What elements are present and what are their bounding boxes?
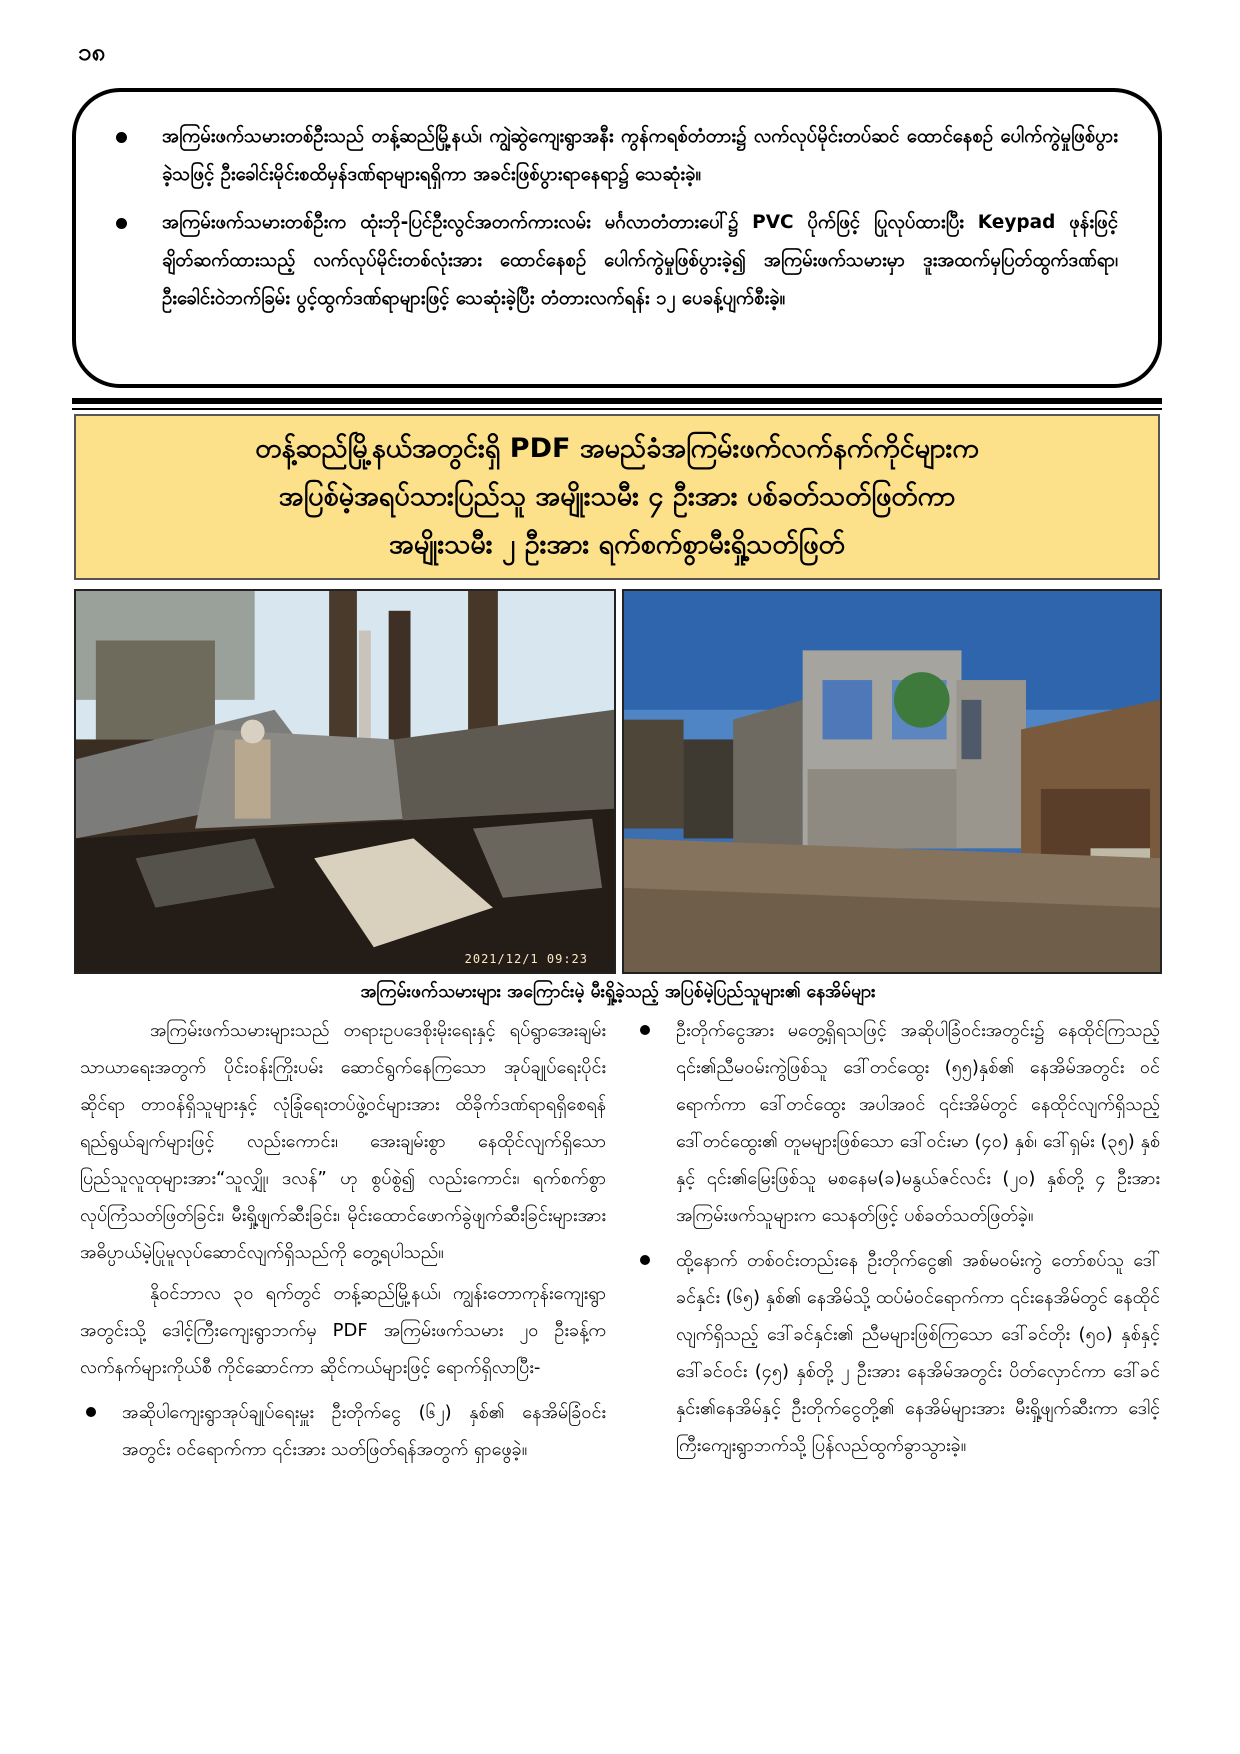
paragraph-1: အကြမ်းဖက်သမားများသည် တရားဥပဒေစိုးမိုးရေးနှင့် ရပ်ရွာအေးချမ်းသာယာရေးအတွက် ပိုင်းဝန်းကြိုးပမ်း ဆောင်ရွက်နေကြသော အုပ်ချုပ်ရေးပိုင်းဆိုင်ရာ တာဝန်ရှိသူများနှင့် လုံခြုံရေးတပ်ဖွဲ့ဝင်များအား ထိခိုက်ဒဏ်ရာရရှိစေရန် ရည်ရွယ်ချက်များဖြင့် လည်းကောင်း၊ အေးချမ်းစွာ နေထိုင်လျက်ရှိသော ပြည်သူလူထုများအား“သူလျှို၊ ဒလန်” ဟု စွပ်စွဲ၍ လည်းကောင်း၊ ရက်စက်စွာလုပ်ကြံသတ်ဖြတ်ခြင်း၊ မီးရှို့ဖျက်ဆီးခြင်း၊ မိုင်းထောင်ဖောက်ခွဲဖျက်ဆီးခြင်းများအား အဓိပ္ပာယ်မဲ့ပြုမူလုပ်ဆောင်လျက်ရှိသည်ကို တွေ့ရပါသည်။ bbox=[80, 1020, 606, 1263]
headline-line-2: အပြစ်မဲ့အရပ်သားပြည်သူ အမျိုးသမီး ၄ ဦးအား ပစ်ခတ်သတ်ဖြတ်ကာ bbox=[278, 481, 956, 512]
summary-bullet-2 bbox=[106, 204, 1118, 318]
paragraph-2: နိုဝင်ဘာလ ၃၀ ရက်တွင် တန့်ဆည်မြို့နယ်၊ ကျွန်းတောကုန်းကျေးရွာအတွင်းသို့ ဒေါင့်ကြီးကျေးရွာဘက်မှ PDF အကြမ်းဖက်သမား ၂၀ ဦးခန့်က လက်နက်များကိုယ်စီ ကိုင်ဆောင်ကာ ဆိုင်ကယ်များဖြင့် ရောက်ရှိလာပြီး- bbox=[80, 1283, 606, 1378]
bullet-icon bbox=[640, 1255, 650, 1265]
headline-line-3: အမျိုးသမီး ၂ ဦးအား ရက်စက်စွာမီးရှို့သတ်ဖြတ် bbox=[389, 529, 845, 560]
left-bullet-text: အဆိုပါကျေးရွာအုပ်ချုပ်ရေးမှူး ဦးတိုက်ငွေ (၆၂) နှစ်၏ နေအိမ်ခြံဝင်းအတွင်း ဝင်ရောက်ကာ ၎င်းအား သတ်ဖြတ်ရန်အတွက် ရှာဖွေခဲ့။ bbox=[122, 1402, 606, 1460]
headline-box bbox=[74, 414, 1160, 580]
left-bullet-1 bbox=[80, 1394, 606, 1468]
summary-bullet-text: အကြမ်းဖက်သမားတစ်ဦးသည် တန့်ဆည်မြို့နယ်၊ ကျွဲဆွဲကျေးရွာအနီး ကွန်ကရစ်တံတား၌ လက်လုပ်မိုင်းတပ်ဆင် ထောင်နေစဉ် ပေါက်ကွဲမှုဖြစ်ပွားခဲ့သဖြင့် ဦးခေါင်းမိုင်းစထိမှန်ဒဏ်ရာများရရှိကာ အခင်းဖြစ်ပွားရာနေရာ၌ သေဆုံးခဲ့။ bbox=[162, 126, 1118, 185]
burned-building-image bbox=[624, 591, 1160, 972]
bullet-icon bbox=[116, 218, 127, 229]
bullet-icon bbox=[116, 132, 127, 143]
right-column bbox=[634, 1012, 1160, 1464]
photo-burned-house-ruins bbox=[74, 589, 616, 974]
summary-bullet-1 bbox=[106, 118, 1118, 194]
bullet-icon bbox=[640, 1025, 650, 1035]
right-bullet-text: ထို့နောက် တစ်ဝင်းတည်းနေ ဦးတိုက်ငွေ၏ အစ်မဝမ်းကွဲ တော်စပ်သူ ဒေါ်ခင်နှင်း (၆၅) နှစ်၏ နေအိမ်သို့ ထပ်မံဝင်ရောက်ကာ ၎င်းနေအိမ်တွင် နေထိုင်လျက်ရှိသည့် ဒေါ်ခင်နှင်း၏ ညီမများဖြစ်ကြသော ဒေါ်ခင်တိုး (၅၀) နှစ်နှင့် ဒေါ်ခင်ဝင်း (၄၅) နှစ်တို့ ၂ ဦးအား နေအိမ်အတွင်း ပိတ်လှောင်ကာ ဒေါ်ခင်နှင်း၏နေအိမ်နှင့် ဦးတိုက်ငွေတို့၏ နေအိမ်များအား မီးရှို့ဖျက်ဆီးကာ ဒေါင့်ကြီးကျေးရွာဘက်သို့ ပြန်လည်ထွက်ခွာသွားခဲ့။ bbox=[676, 1250, 1160, 1456]
right-bullet-1 bbox=[634, 1012, 1160, 1234]
photo-caption: အကြမ်းဖက်သမားများ အကြောင်းမဲ့ မီးရှို့ခဲ့သည့် အပြစ်မဲ့ပြည်သူများ၏ နေအိမ်များ bbox=[360, 982, 876, 1002]
summary-bullet-text: အကြမ်းဖက်သမားတစ်ဦးက ထုံးဘို-ပြင်ဦးလွင်အတက်ကားလမ်း မင်္ဂလာတံတားပေါ်၌ PVC ပိုက်ဖြင့် ပြုလုပ်ထားပြီး Keypad ဖုန်းဖြင့် ချိတ်ဆက်ထားသည့် လက်လုပ်မိုင်းတစ်လုံးအား ထောင်နေစဉ် ပေါက်ကွဲမှုဖြစ်ပွားခဲ့၍ အကြမ်းဖက်သမားမှာ ဒူးအထက်မှပြတ်ထွက်ဒဏ်ရာ၊ ဦးခေါင်းဝဲဘက်ခြမ်း ပွင့်ထွက်ဒဏ်ရာများဖြင့် သေဆုံးခဲ့ပြီး တံတားလက်ရန်း ၁၂ ပေခန့်ပျက်စီးခဲ့။ bbox=[162, 212, 1118, 309]
divider-thick bbox=[72, 398, 1162, 404]
left-column bbox=[80, 1012, 606, 1468]
photo-burned-building-walls bbox=[622, 589, 1162, 974]
right-bullet-2 bbox=[634, 1242, 1160, 1464]
bullet-icon bbox=[86, 1407, 96, 1417]
right-bullet-text: ဦးတိုက်ငွေအား မတွေ့ရှိရသဖြင့် အဆိုပါခြံဝင်းအတွင်း၌ နေထိုင်ကြသည့် ၎င်း၏ညီမဝမ်းကွဲဖြစ်သူ ဒေါ်တင်ထွေး (၅၅)နှစ်၏ နေအိမ်အတွင်း ဝင်ရောက်ကာ ဒေါ်တင်ထွေး အပါအဝင် ၎င်းအိမ်တွင် နေထိုင်လျက်ရှိသည့် ဒေါ်တင်ထွေး၏ တူမများဖြစ်သော ဒေါ်ဝင်းမာ (၄၀) နှစ်၊ ဒေါ်ရှမ်း (၃၅) နှစ်နှင့် ၎င်း၏မြေးဖြစ်သူ မစနေမ(ခ)မနွယ်ဇင်လင်း (၂၀) နှစ်တို့ ၄ ဦးအား အကြမ်းဖက်သူများက သေနတ်ဖြင့် ပစ်ခတ်သတ်ဖြတ်ခဲ့။ bbox=[676, 1020, 1160, 1226]
headline-line-1: တန့်ဆည်မြို့နယ်အတွင်းရှိ PDF အမည်ခံအကြမ်းဖက်လက်နက်ကိုင်များက bbox=[255, 433, 979, 464]
page-number: ၁၈ bbox=[78, 38, 106, 66]
incident-summary-box bbox=[72, 88, 1162, 388]
photo-timestamp: 2021/12/1 09:23 bbox=[464, 952, 588, 966]
burned-house-image bbox=[76, 591, 614, 972]
divider-thin bbox=[72, 408, 1162, 410]
